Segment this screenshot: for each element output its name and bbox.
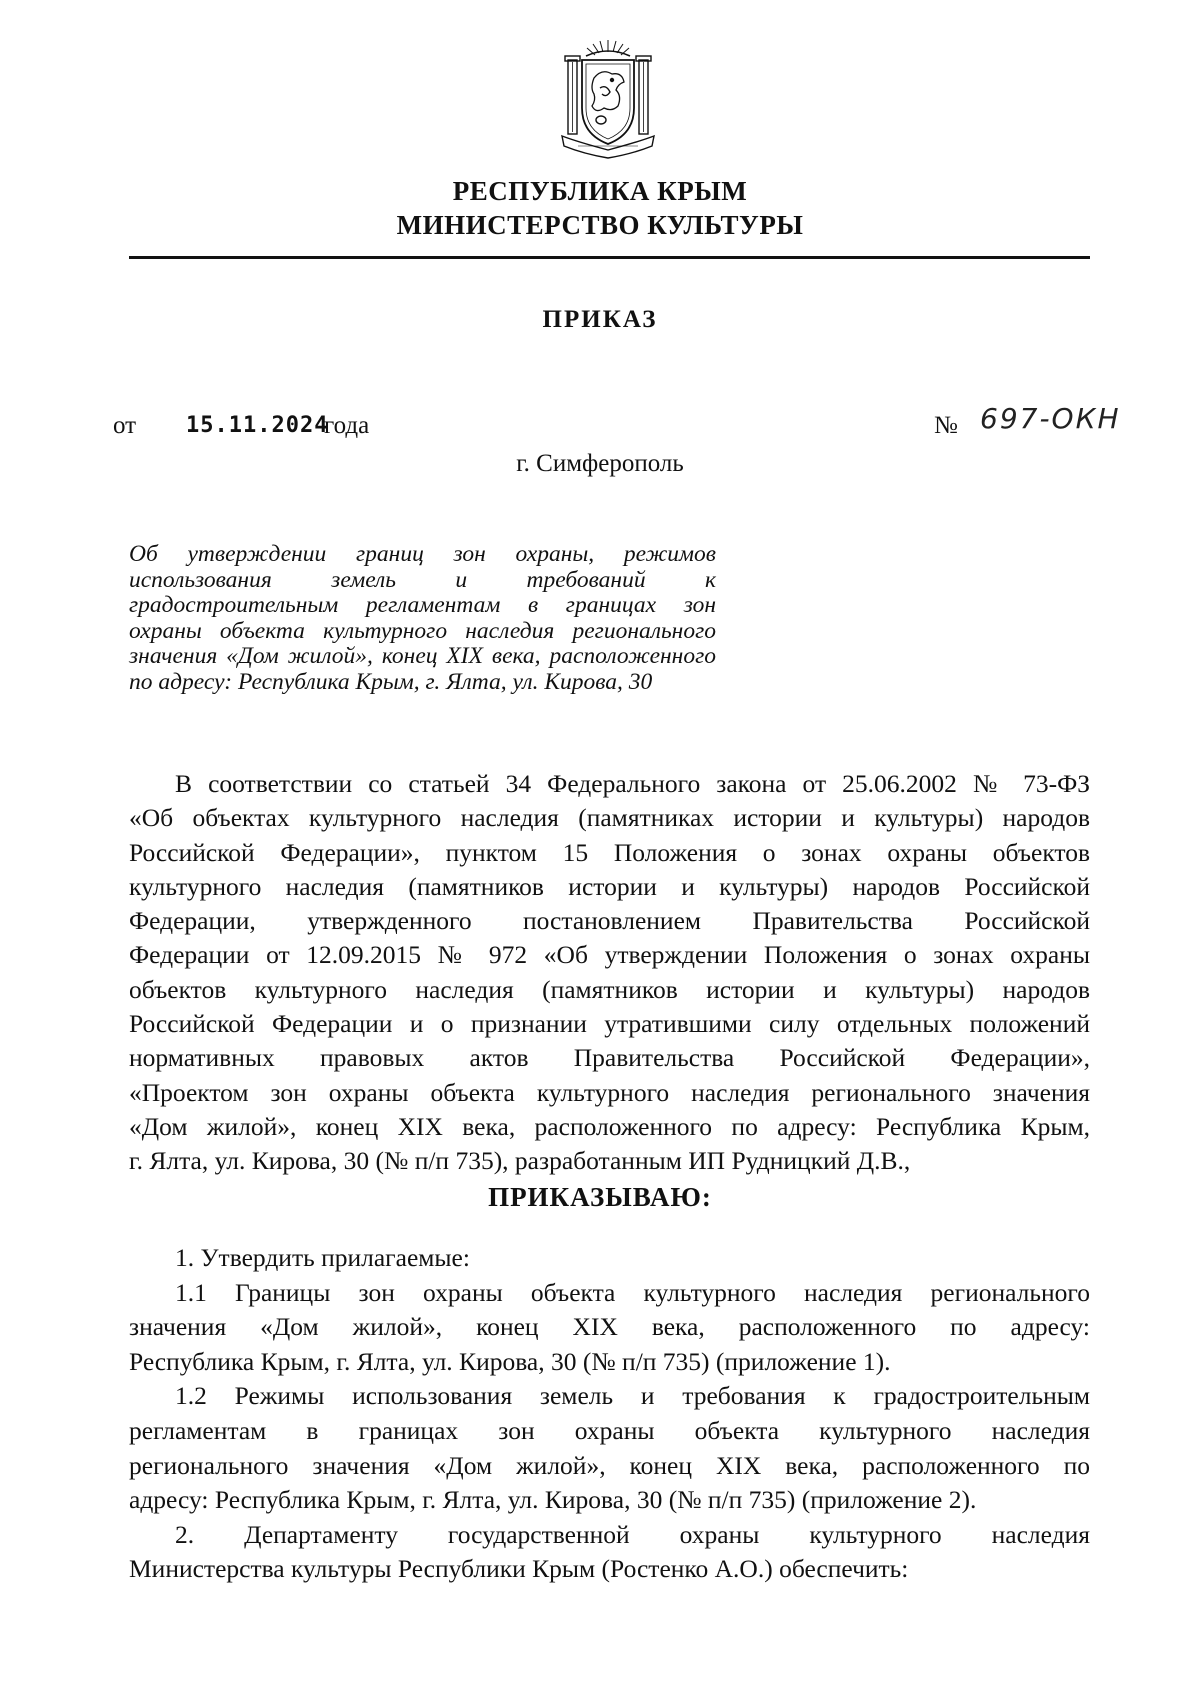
preamble-line: Российской Федерации и о признании утратившими силу отдельных положений <box>129 1009 1090 1039</box>
subject-line: по адресу: Республика Крым, г. Ялта, ул. Кирова, 30 <box>129 668 653 695</box>
preamble-line: нормативных правовых актов Правительства Российской Федерации», <box>129 1043 1090 1073</box>
preamble-line: культурного наследия (памятников истории и культуры) народов Российской <box>129 871 1090 901</box>
preamble-line: В соответствии со статьей 34 Федерального закона от 25.06.2002 № 73-ФЗ <box>175 769 1090 798</box>
subject-line: использования земель и требований к <box>129 566 716 593</box>
preamble-line: «Проектом зон охраны объекта культурного наследия регионального значения <box>129 1077 1090 1107</box>
order-date-stamp: 15.11.2024 <box>186 413 329 438</box>
city: г. Симферополь <box>516 450 684 477</box>
preamble-line: Федерации от 12.09.2015 № 972 «Об утверждении Положения о зонах охраны <box>129 940 1090 970</box>
document-type: ПРИКАЗ <box>542 306 658 333</box>
preamble-line: объектов культурного наследия (памятников истории и культуры) народов <box>129 974 1090 1004</box>
order-items <box>129 1241 1090 1587</box>
item-line: регламентам в границах зон охраны объекта культурного наследия <box>129 1415 1090 1445</box>
republic-title: РЕСПУБЛИКА КРЫМ <box>452 176 748 206</box>
preamble-line: Российской Федерации», пунктом 15 Положения о зонах охраны объектов <box>129 837 1090 867</box>
item-line: Министерства культуры Республики Крым (Ростенко А.О.) обеспечить: <box>129 1554 909 1584</box>
subject-line: охраны объекта культурного наследия регионального <box>129 617 716 644</box>
coat-of-arms-emblem <box>556 38 660 162</box>
item-line: 2. Департаменту государственной охраны культурного наследия <box>175 1519 1090 1549</box>
order-number-handwritten: 697-ОКН <box>980 402 1121 435</box>
order-subject <box>129 542 716 695</box>
preamble-line: г. Ялта, ул. Кирова, 30 (№ п/п 735), разработанным ИП Рудницкий Д.В., <box>129 1146 911 1176</box>
preamble-line: «Об объектах культурного наследия (памятниках истории и культуры) народов <box>129 803 1090 833</box>
ministry-title: МИНИСТЕРСТВО КУЛЬТУРЫ <box>396 210 804 240</box>
item-line: адресу: Республика Крым, г. Ялта, ул. Кирова, 30 (№ п/п 735) (приложение 2). <box>129 1485 977 1515</box>
item-line: 1. Утвердить прилагаемые: <box>175 1243 470 1272</box>
item-line: 1.2 Режимы использования земель и требования к градостроительным <box>175 1381 1090 1411</box>
number-sign: № <box>934 412 958 439</box>
subject-line: Об утверждении границ зон охраны, режимов <box>129 541 716 567</box>
preamble-line: «Дом жилой», конец XIX века, расположенного по адресу: Республика Крым, <box>129 1111 1090 1141</box>
date-prefix: от <box>113 412 137 439</box>
item-line: Республика Крым, г. Ялта, ул. Кирова, 30 (№ п/п 735) (приложение 1). <box>129 1346 891 1376</box>
subject-line: значения «Дом жилой», конец XIX века, расположенного <box>129 643 716 669</box>
date-suffix: года <box>324 412 370 439</box>
subject-line: градостроительным регламентам в границах зон <box>129 592 716 618</box>
preamble-line: Федерации, утвержденного постановлением Правительства Российской <box>129 906 1090 936</box>
header-rule <box>129 256 1090 259</box>
item-line: 1.1 Границы зон охраны объекта культурного наследия регионального <box>175 1277 1090 1307</box>
item-line: значения «Дом жилой», конец XIX века, расположенного по адресу: <box>129 1312 1090 1342</box>
item-line: регионального значения «Дом жилой», конец XIX века, расположенного по <box>129 1450 1090 1480</box>
preamble-paragraph <box>129 767 1090 1179</box>
order-heading: ПРИКАЗЫВАЮ: <box>488 1182 712 1212</box>
